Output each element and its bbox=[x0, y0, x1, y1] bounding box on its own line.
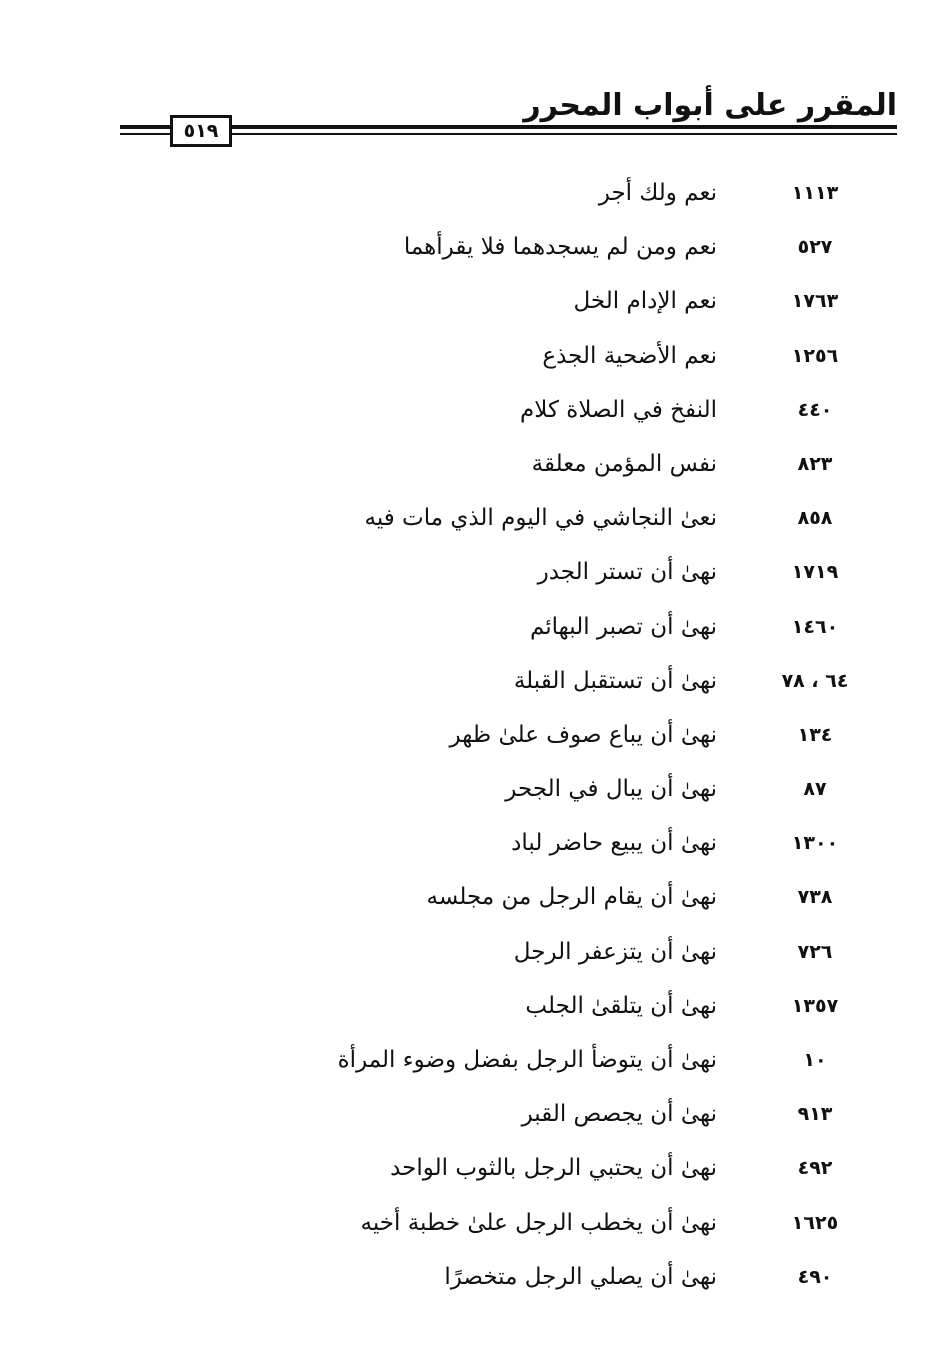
entry-text: نفس المؤمن معلقة bbox=[531, 450, 717, 477]
entry-text: نهىٰ أن يجصص القبر bbox=[521, 1101, 717, 1128]
index-entry bbox=[0, 1087, 937, 1141]
entry-text: نهىٰ أن يباع صوف علىٰ ظهر bbox=[449, 721, 717, 748]
index-entry bbox=[0, 816, 937, 870]
index-entry bbox=[0, 220, 937, 274]
entry-text: نعىٰ النجاشي في اليوم الذي مات فيه bbox=[364, 505, 717, 532]
header-rule-thick bbox=[120, 125, 897, 129]
entry-number: ١٣٤ bbox=[797, 723, 833, 746]
index-entry bbox=[0, 1196, 937, 1250]
index-entry bbox=[0, 383, 937, 437]
index-entry bbox=[0, 600, 937, 654]
entry-text: نهىٰ أن يقام الرجل من مجلسه bbox=[426, 884, 717, 911]
entry-text: نهىٰ أن يتوضأ الرجل بفضل وضوء المرأة bbox=[337, 1047, 717, 1073]
entry-number: ١٧١٩ bbox=[791, 561, 839, 584]
index-entry bbox=[0, 708, 937, 762]
entry-number: ٤٩٠ bbox=[797, 1265, 833, 1288]
entry-number: ١٣٠٠ bbox=[791, 832, 839, 855]
entry-number: ١٢٥٦ bbox=[791, 344, 839, 367]
entry-number: ٤٩٢ bbox=[797, 1157, 833, 1180]
index-entry bbox=[0, 491, 937, 545]
entry-text: نهىٰ أن يتلقىٰ الجلب bbox=[525, 992, 717, 1019]
index-entry bbox=[0, 1033, 937, 1087]
index-entry bbox=[0, 870, 937, 924]
index-entry bbox=[0, 545, 937, 599]
entry-text: نعم الأضحية الجذع bbox=[542, 342, 717, 369]
entry-number: ٤٤٠ bbox=[797, 398, 833, 421]
entry-number: ٩١٣ bbox=[797, 1103, 833, 1126]
entry-number: ١٧٦٣ bbox=[791, 290, 839, 313]
entry-text: نهىٰ أن يخطب الرجل علىٰ خطبة أخيه bbox=[360, 1209, 717, 1236]
index-entry bbox=[0, 274, 937, 328]
index-entry bbox=[0, 1250, 937, 1304]
index-entry bbox=[0, 925, 937, 979]
index-entry bbox=[0, 979, 937, 1033]
entry-number: ٦٤ ، ٧٨ bbox=[781, 669, 849, 692]
entry-text: نعم ولك أجر bbox=[598, 180, 717, 206]
entry-text: نعم الإدام الخل bbox=[573, 288, 717, 315]
entry-text: نهىٰ أن تستر الجدر bbox=[537, 559, 717, 586]
entry-text: نهىٰ أن يتزعفر الرجل bbox=[513, 938, 717, 965]
index-entry bbox=[0, 329, 937, 383]
entry-number: ٥٢٧ bbox=[797, 236, 833, 259]
book-title: المقرر على أبواب المحرر bbox=[523, 88, 897, 123]
index-entry bbox=[0, 166, 937, 220]
entry-text: نهىٰ أن تصبر البهائم bbox=[529, 613, 717, 640]
entry-number: ١٠ bbox=[803, 1049, 827, 1071]
entry-number: ٨٧ bbox=[803, 778, 827, 801]
entry-number: ١٣٥٧ bbox=[791, 994, 839, 1017]
entry-number: ٨٢٣ bbox=[797, 452, 833, 475]
entry-number: ١٤٦٠ bbox=[791, 615, 839, 638]
entry-text: نعم ومن لم يسجدهما فلا يقرأهما bbox=[403, 234, 717, 261]
entry-text: نهىٰ أن تستقبل القبلة bbox=[513, 667, 717, 694]
entry-text: نهىٰ أن يصلي الرجل متخصرًا bbox=[444, 1263, 717, 1290]
entry-text: النفخ في الصلاة كلام bbox=[520, 396, 717, 423]
index-entry bbox=[0, 654, 937, 708]
entry-number: ١١١٣ bbox=[791, 182, 839, 204]
index-entry bbox=[0, 437, 937, 491]
index-entry bbox=[0, 1141, 937, 1195]
entry-number: ٧٢٦ bbox=[797, 940, 833, 963]
entry-text: نهىٰ أن يبال في الجحر bbox=[505, 776, 717, 803]
header-rule-thin bbox=[120, 133, 897, 135]
index-list bbox=[0, 166, 937, 1304]
entry-text: نهىٰ أن يبيع حاضر لباد bbox=[511, 830, 717, 857]
index-entry bbox=[0, 762, 937, 816]
entry-text: نهىٰ أن يحتبي الرجل بالثوب الواحد bbox=[390, 1155, 717, 1182]
entry-number: ٧٣٨ bbox=[797, 886, 833, 909]
page-number: ٥١٩ bbox=[170, 115, 232, 147]
entry-number: ٨٥٨ bbox=[797, 507, 833, 530]
entry-number: ١٦٢٥ bbox=[791, 1211, 839, 1234]
